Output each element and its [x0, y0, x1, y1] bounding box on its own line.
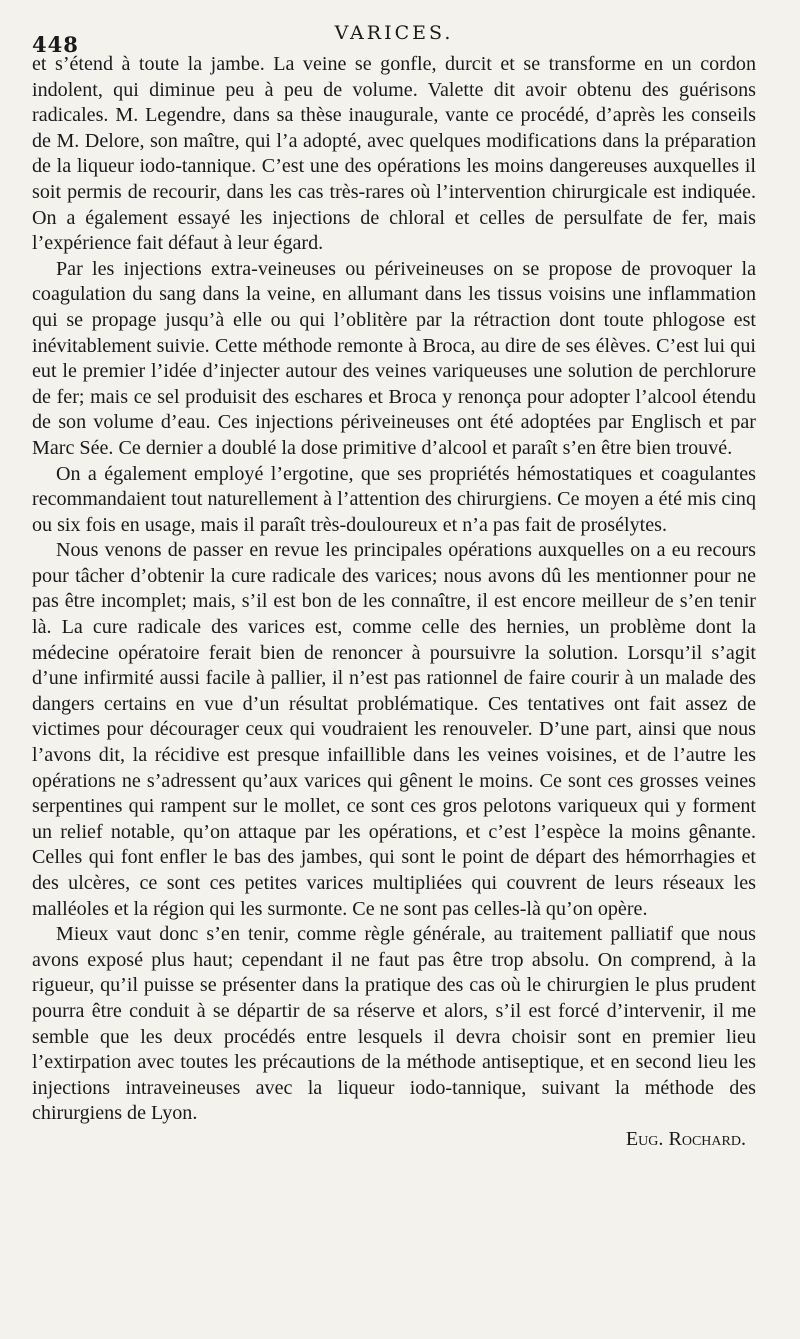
paragraph: et s’étend à toute la jambe. La veine se gonfle, durcit et se transforme en un cordon indolent, qui diminue peu à peu de volume. Valette dit avoir obtenu des guérisons radicales. M. Legendre, dans sa thèse inaugurale, vante ce procédé, d’après les conseils de M. Delore, son maître, qui l’a adopté, avec quelques modifications dans la préparation de la liqueur iodo-tannique. C’est une des opérations les moins dangereuses auxquelles il soit permis de recourir, dans les cas très-rares où l’intervention chirurgicale est indiquée. On a également essayé les injections de chloral et celles de persulfate de fer, mais l’expérience fait défaut à leur égard. [32, 53, 756, 255]
author-name: Eug. Rochard. [625, 1127, 746, 1150]
author-signature [32, 1127, 756, 1153]
paragraph: Par les injections extra-veineuses ou périveineuses on se propose de provoquer la coagulation du sang dans la veine, en allumant dans les tissus voisins une inflammation qui se propage jusqu’à elle ou qui l’oblitère par la rétraction dont toute phlogose est inévitablement suivie. Cette méthode remonte à Broca, au dire de ses élèves. C’est lui qui eut le premier l’idée d’injecter autour des veines variqueuses une solution de perchlorure de fer; mais ce sel produisit des eschares et Broca y renonça pour adopter l’alcool étendu de son volume d’eau. Ces injections périveineuses ont été adoptées par Englisch et par Marc Sée. Ce dernier a doublé la dose primitive d’alcool et paraît s’en être bien trouvé. [32, 257, 756, 459]
running-title: VARICES. [334, 22, 454, 44]
paragraph: Mieux vaut donc s’en tenir, comme règle générale, au traitement palliatif que nous avons exposé plus haut; cependant il ne faut pas être trop absolu. On comprend, à la rigueur, qu’il puisse se présenter dans la pratique des cas où le chirurgien le plus prudent pourra être conduit à se départir de sa réserve et alors, s’il est forcé d’intervenir, il me semble que les deux procédés entre lesquels il devra choisir sont en premier lieu l’extirpation avec toutes les précautions de la méthode antiseptique, et en second lieu les injections intraveineuses avec la liqueur iodo-tannique, suivant la méthode des chirurgiens de Lyon. [32, 923, 756, 1125]
page-header [32, 18, 756, 57]
paragraph: Nous venons de passer en revue les principales opérations auxquelles on a eu recours pour tâcher d’obtenir la cure radicale des varices; nous avons dû les mentionner pour ne pas être incomplet; mais, s’il est bon de les connaître, il est encore meilleur de s’en tenir là. La cure radicale des varices est, comme celle des hernies, un problème dont la médecine opératoire ferait bien de renoncer à poursuivre la solution. Lorsqu’il s’agit d’une infirmité aussi facile à pallier, il n’est pas rationnel de faire courir à un malade des dangers certains en vue d’un résultat problématique. Ces tentatives ont fait assez de victimes pour décourager ceux qui voudraient les renouveler. D’une part, ainsi que nous l’avons dit, la récidive est presque infaillible dans les veines voisines, et de l’autre les opérations ne s’adressent qu’aux varices qui gênent le moins. Ce sont ces grosses veines serpentines qui rampent sur le mollet, ce sont ces gros pelotons variqueux qui y forment un relief notable, qu’on attaque par les opérations, et c’est l’espèce la moins gênante. Celles qui font enfler le bas des jambes, qui sont le point de départ des hémorrhagies et des ulcères, ce sont ces petites varices multipliées qui couvrent de leurs réseaux les malléoles et la région qui les surmonte. Ce ne sont pas celles-là qu’on opère. [32, 539, 756, 920]
paragraph: On a également employé l’ergotine, que ses propriétés hémostatiques et coagulantes recommandaient tout naturellement à l’attention des chirurgiens. Ce moyen a été mis cinq ou six fois en usage, mais il paraît très-douloureux et n’a pas fait de prosélytes. [32, 462, 756, 536]
body-text [32, 52, 756, 1153]
page-number: 448 [32, 32, 79, 57]
